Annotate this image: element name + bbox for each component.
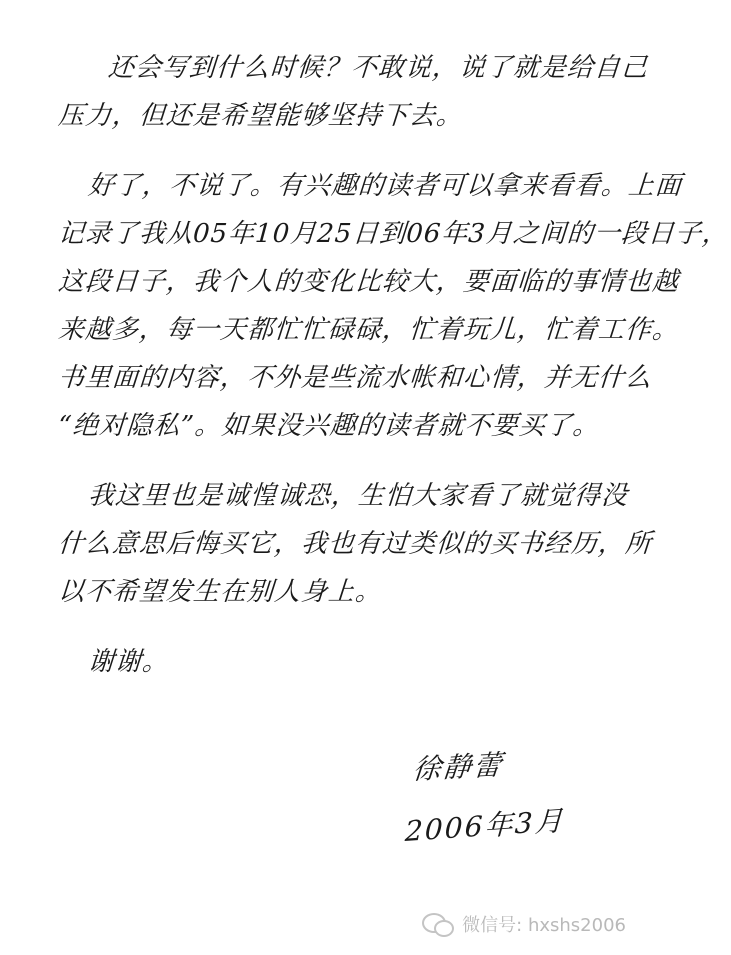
- letter-line: 记录了我从05年10月25日到06年3月之间的一段日子，: [56, 219, 730, 249]
- letter-line: 我这里也是诚惶诚恐，生怕大家看了就觉得没: [86, 481, 630, 511]
- letter-line: 来越多，每一天都忙忙碌碌，忙着玩儿，忙着工作。: [56, 315, 681, 345]
- signature-date: 2006年3月: [404, 803, 566, 848]
- letter-body: [56, 44, 730, 708]
- signature-block: [405, 748, 625, 850]
- watermark-text: 微信号: hxshs2006: [462, 915, 626, 936]
- letter-line: 压力，但还是希望能够坚持下去。: [56, 101, 465, 131]
- watermark: [422, 911, 626, 937]
- letter-line: “绝对隐私”。如果没兴趣的读者就不要买了。: [56, 411, 601, 441]
- letter-line: 以不希望发生在别人身上。: [56, 577, 384, 607]
- letter-line: 书里面的内容，不外是些流水帐和心情，并无什么: [56, 363, 654, 393]
- letter-paragraph-4: [58, 638, 630, 686]
- letter-line: 什么意思后悔买它，我也有过类似的买书经历，所: [56, 529, 654, 559]
- letter-closing: 谢谢。: [86, 647, 171, 677]
- letter-line: 好了，不说了。有兴趣的读者可以拿来看看。上面: [86, 171, 684, 201]
- letter-line: 这段日子，我个人的变化比较大，要面临的事情也越: [56, 267, 681, 297]
- letter-paragraph-3: [56, 472, 654, 616]
- signature: 徐静蕾: [411, 748, 505, 786]
- letter-paragraph-1: [56, 44, 650, 140]
- wechat-icon: [422, 911, 454, 937]
- letter-paragraph-2: [56, 162, 730, 450]
- letter-line: 还会写到什么时候？不敢说，说了就是给自己: [106, 53, 650, 83]
